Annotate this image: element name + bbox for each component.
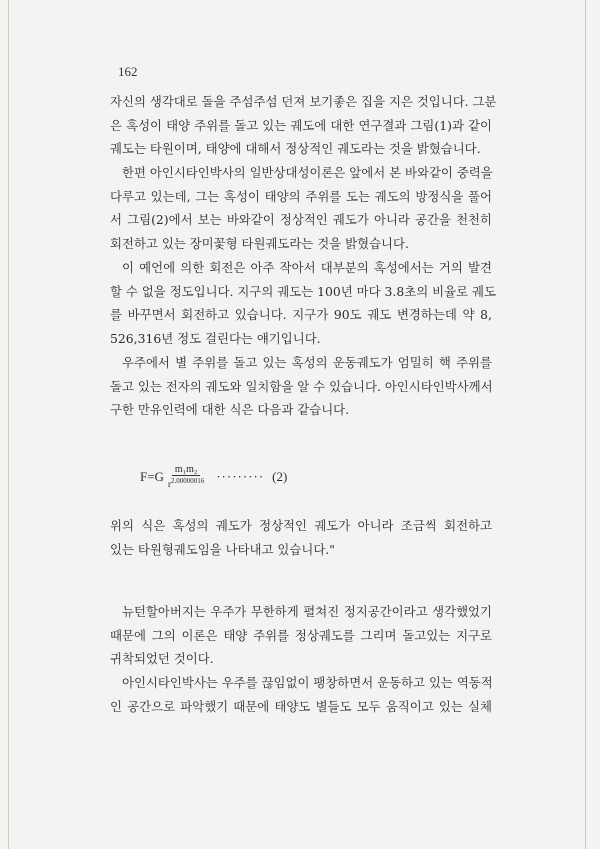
text-line: 할 수 없을 정도입니다. 지구의 궤도는 100년 마다 3.8초의 비율로 궤도 — [110, 283, 496, 299]
text-line: 돌고 있는 전자의 궤도와 일치함을 알 수 있습니다. 아인시타인박사께서 — [110, 378, 493, 394]
equation-number: (2) — [272, 469, 288, 484]
paragraph-4 — [110, 351, 492, 422]
text-line: 자신의 생각대로 돌을 주섬주섬 던져 보기좋은 집을 지은 것입니다. 그분 — [110, 94, 497, 109]
formula-lhs: F=G — [140, 469, 164, 484]
text-line: 은 혹성이 태양 주위를 돌고 있는 궤도에 대한 연구결과 그림(1)과 같이 — [110, 117, 492, 133]
formula-numerator: m₁m₂ — [172, 464, 201, 476]
text-line: 때문에 그의 이론은 태양 주위를 정상궤도를 그리며 돌고있는 지구로 — [110, 627, 492, 643]
formula-exponent: 2.00000016 — [170, 477, 205, 485]
text-line: 위의 식은 혹성의 궤도가 정상적인 궤도가 아니라 조금씩 회전하고 — [110, 518, 492, 533]
text-line: 우주에서 별 주위를 돌고 있는 혹성의 운동궤도가 엄밀히 핵 주위를 — [122, 355, 492, 370]
text-line: 뉴턴할아버지는 우주가 무한하게 펼쳐진 정지공간이라고 생각했었기 — [122, 604, 492, 619]
text-line: 귀착되었던 것이다. — [110, 651, 214, 667]
paragraph-5 — [110, 514, 492, 561]
text-line: 이 예언에 의한 회전은 아주 작아서 대부분의 혹성에서는 거의 발견 — [122, 260, 492, 275]
text-line: 구한 만유인력에 대한 식은 다음과 같습니다. — [110, 402, 350, 418]
text-line: 를 바꾸면서 회전하고 있습니다. 지구가 90도 궤도 변경하는데 약 8, — [110, 307, 492, 323]
text-line: 다루고 있는데, 그는 혹성이 태양의 주위를 도는 궤도의 방정식을 풀어 — [110, 188, 492, 204]
paragraph-3 — [110, 256, 496, 350]
text-line: 인 공간으로 파악했기 때문에 태양도 별들도 모두 움직이고 있는 실체 — [110, 698, 492, 714]
text-line: 회전하고 있는 장미꽃형 타원궤도라는 것을 밝혔습니다. — [110, 235, 409, 251]
formula-fraction — [168, 464, 204, 490]
paragraph-2 — [110, 161, 492, 255]
text-line: 서 그림(2)에서 보는 바와같이 정상적인 궤도가 아니라 공간을 천천히 — [110, 212, 492, 228]
text-line: 한편 아인시타인박사의 일반상대성이론은 앞에서 본 바와같이 중력을 — [122, 165, 493, 180]
text-line: 궤도는 타원이며, 태양에 대해서 정상적인 궤도라는 것을 밝혔습니다. — [110, 141, 481, 157]
right-page-edge — [585, 0, 586, 849]
paragraph-7 — [110, 671, 492, 718]
left-page-edge — [8, 0, 9, 849]
text-line: 526,316년 정도 걸린다는 얘기입니다. — [110, 330, 321, 346]
text-line: 있는 타원형궤도임을 나타내고 있습니다." — [110, 541, 335, 557]
formula-denominator — [168, 476, 204, 490]
formula-denominator-base: r — [167, 479, 171, 489]
page-number: 162 — [118, 64, 138, 79]
paragraph-1 — [110, 90, 497, 161]
text-line: 아인시타인박사는 우주를 끊임없이 팽창하면서 운동하고 있는 역동적 — [122, 675, 493, 690]
formula-dots: ········· — [216, 469, 265, 484]
paragraph-6 — [110, 600, 492, 671]
gravity-formula — [140, 464, 287, 490]
